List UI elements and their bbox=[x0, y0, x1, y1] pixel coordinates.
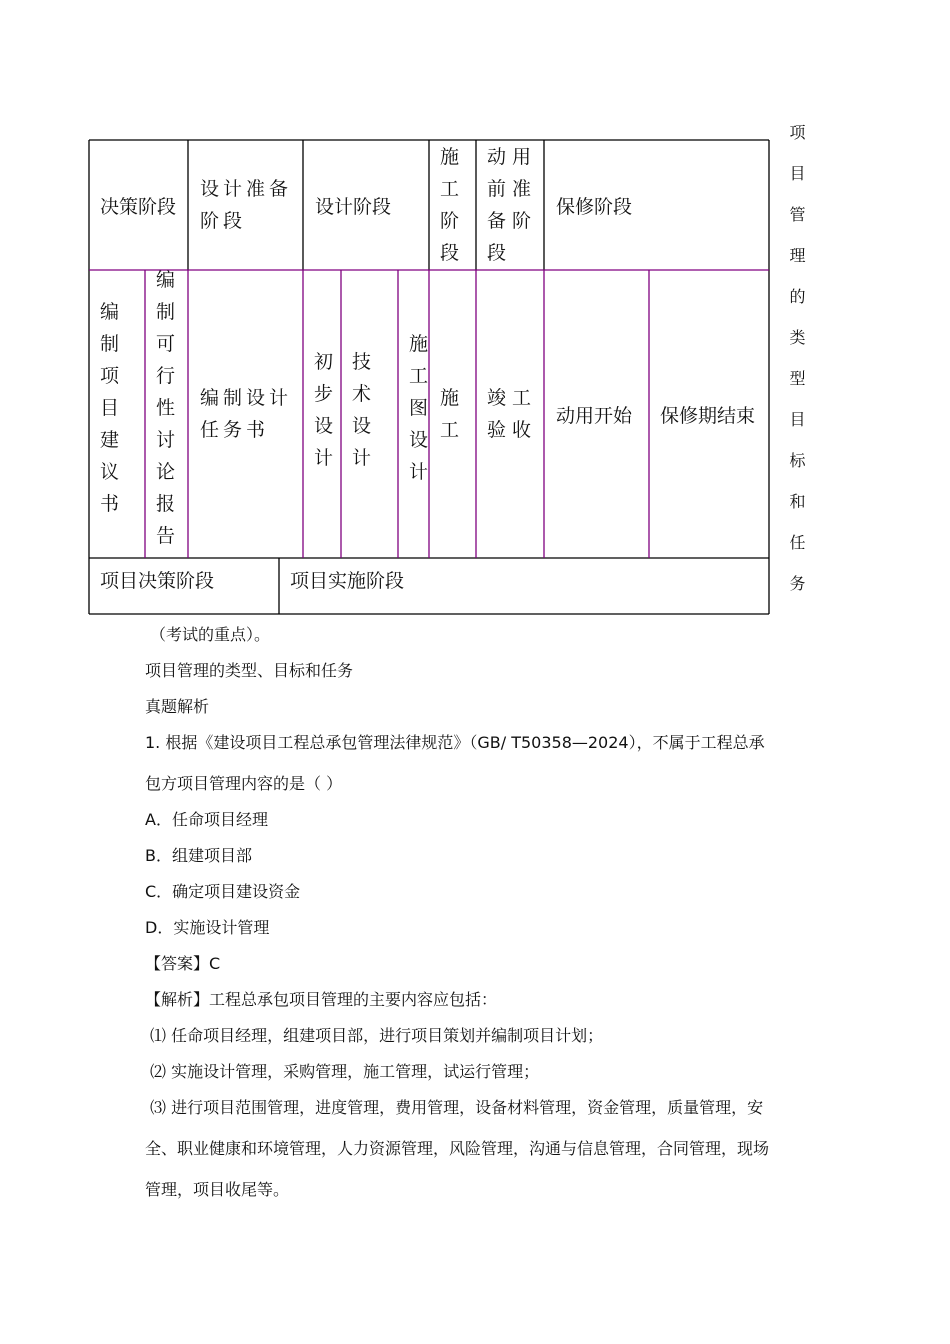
cell-project-decision-stage: 项目决策阶段 bbox=[100, 569, 215, 592]
analysis-item-1: ⑴ 任命项目经理，组建项目部，进行项目策划并编制项目计划； bbox=[150, 1026, 604, 1045]
cell-warranty-end: 保修期结束 bbox=[660, 404, 756, 427]
analysis-intro: 【解析】工程总承包项目管理的主要内容应包括： bbox=[145, 990, 498, 1009]
subsection-title: 真题解析 bbox=[145, 697, 210, 716]
analysis-item-3-line-3: 管理，项目收尾等。 bbox=[145, 1180, 290, 1199]
side-vertical-label: 项目管理的类型目标和任务 bbox=[787, 124, 806, 616]
question-line-1: 1. 根据《建设项目工程总承包管理法律规范》（GB/ T50358—2024），不属于工程总承 bbox=[145, 733, 765, 752]
cell-construction: 施工 bbox=[440, 387, 460, 441]
section-title: 项目管理的类型、目标和任务 bbox=[145, 661, 354, 680]
cell-use-start: 动用开始 bbox=[556, 404, 633, 427]
header-design-stage: 设计阶段 bbox=[315, 195, 392, 218]
header-decision-stage: 决策阶段 bbox=[100, 195, 177, 218]
analysis-item-3: ⑶ 进行项目范围管理，进度管理，费用管理，设备材料管理，资金管理，质量管理，安 bbox=[150, 1098, 764, 1117]
analysis-item-2: ⑵ 实施设计管理，采购管理，施工管理，试运行管理； bbox=[150, 1062, 540, 1081]
exam-note: （考试的重点）。 bbox=[150, 625, 271, 644]
cell-feasibility-report: 编制可行性讨论报告 bbox=[156, 269, 176, 547]
header-construction-stage: 施工阶段 bbox=[440, 146, 460, 264]
cell-design-brief: 编制设计任务书 bbox=[200, 387, 293, 441]
header-pre-use-stage: 动用前准备阶段 bbox=[487, 146, 538, 264]
cell-project-implementation-stage: 项目实施阶段 bbox=[290, 569, 405, 592]
cell-project-proposal: 编制项目建议书 bbox=[100, 301, 120, 515]
question-line-2: 包方项目管理内容的是（ ） bbox=[145, 774, 343, 793]
answer: 【答案】C bbox=[145, 954, 221, 973]
cell-construction-drawings: 施工图设计 bbox=[409, 333, 429, 483]
analysis-item-3-line-2: 全、职业健康和环境管理，人力资源管理，风险管理，沟通与信息管理，合同管理，现场 bbox=[145, 1139, 770, 1158]
header-warranty-stage: 保修阶段 bbox=[556, 195, 633, 218]
option-c: C．确定项目建设资金 bbox=[145, 882, 301, 901]
stage-table-grid bbox=[0, 0, 950, 640]
cell-completion-acceptance: 竣工验收 bbox=[487, 387, 538, 441]
option-d: D．实施设计管理 bbox=[145, 918, 270, 937]
header-design-prep-stage: 设计准备阶段 bbox=[200, 178, 293, 232]
option-b: B．组建项目部 bbox=[145, 846, 252, 865]
option-a: A．任命项目经理 bbox=[145, 810, 268, 829]
cell-preliminary-design: 初步设计 bbox=[314, 351, 334, 469]
cell-technical-design: 技术设计 bbox=[352, 351, 372, 469]
